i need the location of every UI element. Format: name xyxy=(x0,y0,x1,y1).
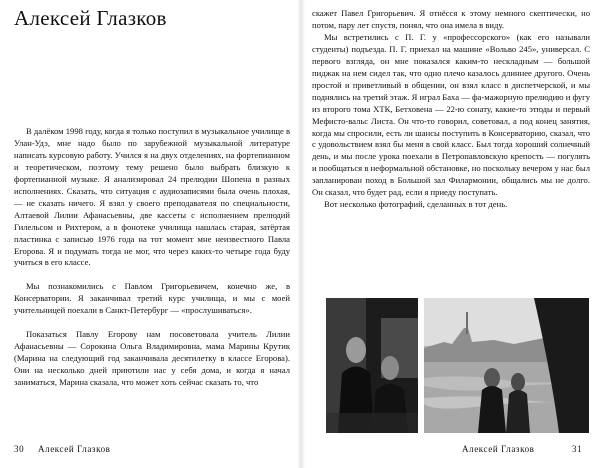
paragraph: В далёком 1998 году, когда я только поступил в музыкальное училище в Улан-Удэ, мне надо было по зарубежной музыкальной литературе написать курсовую работу. Учился я на двух отделениях, на фортепианном и теоретическом, поэтому тему решено было выбрать близкую к фортепианной музыке. Я анализировал 24 прелюдии Шопена в разных исполнениях. Сказать, что ситуация с аудиозаписями была очень плохая, — не сказать ничего. Я взял у своего преподавателя по специальности, Алтаевой Лилии Афанасьевны, две кассеты с исполнением прелюдий Гилельсом и Рихтером, а в фонотеке училища нашлась старая, затёртая пластинка с записью 1976 года на тот момент мне неизвестного Павла Егорова. Я и подумать тогда не мог, что через каких-то четыре года буду учиться в его классе. xyxy=(14,126,290,268)
paragraph: Мы встретились с П. Г. у «профессорского» (как его называли студенты) подъезда. П. Г. приехал на машине «Вольво 245», универсал. С первого взгляда, он мне показался каким-то нескладным — большой пиджак на нем сидел так, что одно плечо казалось длиннее другого. Очень простой и приветливый в общении, он взял класс в диспетчерской, и мы поднялись на третий этаж. Я играл Баха — фа-мажорную прелюдию и фугу из второго тома ХТК, Бетховена — 22-ю сонату, какие-то этюды и первый Мефисто-вальс Листа. Он что-то говорил, советовал, а под конец занятия, когда мы спросили, есть ли шансы поступить в Консерваторию, сказал, что с удовольствием взял бы меня в свой класс. Был тогда хороший солнечный день, и мы после урока поехали в Петропавловскую крепость — погулять и пообщаться в неформальной обстановке, но поскольку вечером у нас был запланирован поход в Большой зал Филармонии, общались мы не долго. Он сказал, что будет рад, если я приеду поступать. xyxy=(312,31,590,198)
photo-embankment-river xyxy=(424,298,589,433)
running-footer-author: Алексей Глазков xyxy=(462,444,535,454)
chapter-title: Алексей Глазков xyxy=(14,6,167,30)
photo-image xyxy=(424,298,589,433)
paragraph: скажет Павел Григорьевич. Я отнёсся к этому немного скептически, но потом, пару лет спустя, понял, что она имела в виду. xyxy=(312,8,590,30)
page-number: 30 xyxy=(14,444,25,454)
left-page-body xyxy=(14,126,290,389)
running-footer-author: Алексей Глазков xyxy=(38,444,111,454)
photo-two-men-dark-room xyxy=(326,298,418,433)
right-page-body xyxy=(312,8,590,211)
book-gutter xyxy=(297,0,305,468)
paragraph: Мы познакомились с Павлом Григорьевичем, конечно же, в Консерватории. Я заканчивал третий курс училища, и мы с моей учительницей поехали в Санкт-Петербург — «прослушиваться». xyxy=(14,281,290,316)
paragraph: Показаться Павлу Егорову нам посоветовала учитель Лилии Афанасьевны — Сорокина Ольга Владимировна, мама Марины Крутик (Марина на следующий год заканчивала десятилетку в классе Егорова). Они на несколько дней приютили нас у себя дома, и когда я начал заниматься, Марина сказала, что может хоть сейчас сказать то, что xyxy=(14,329,290,388)
photo-image xyxy=(326,298,418,433)
page-number: 31 xyxy=(572,444,583,454)
paragraph: Вот несколько фотографий, сделанных в тот день. xyxy=(324,199,508,210)
left-page xyxy=(0,0,297,468)
